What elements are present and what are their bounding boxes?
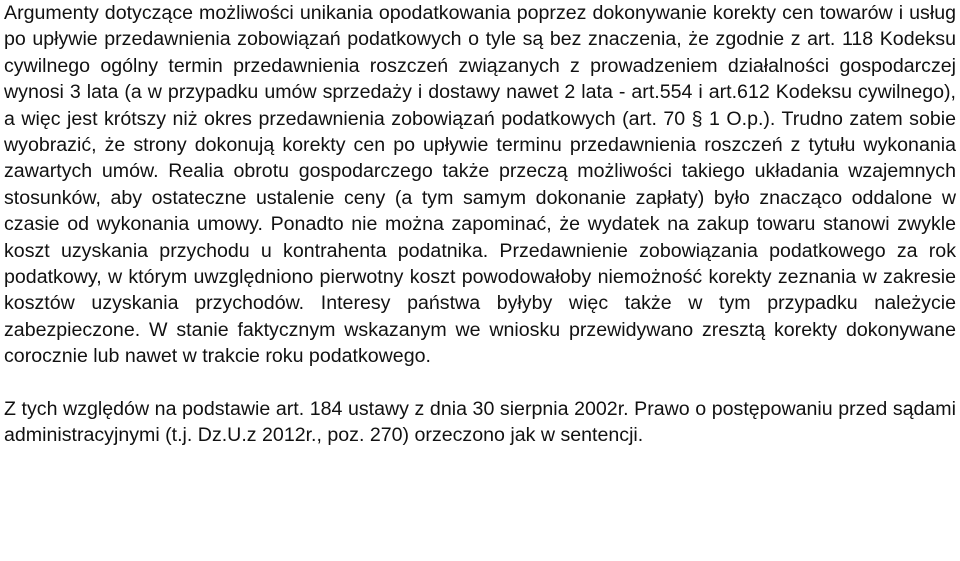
paragraph-conclusion: Z tych względów na podstawie art. 184 ustawy z dnia 30 sierpnia 2002r. Prawo o postępowaniu przed sądami administracyjnymi (t.j. Dz.U.z 2012r., poz. 270) orzeczono jak w sentencji. [4,398,956,447]
document-body [4,0,956,449]
paragraph-arguments: Argumenty dotyczące możliwości unikania opodatkowania poprzez dokonywanie korekty cen towarów i usług po upływie przedawnienia zobowiązań podatkowych o tyle są bez znaczenia, że zgodnie z art. 118 Kodeksu cywilnego ogólny termin przedawnienia roszczeń związanych z prowadzeniem działalności gospodarczej wynosi 3 lata (a w przypadku umów sprzedaży i dostawy nawet 2 lata - art.554 i art.612 Kodeksu cywilnego), a więc jest krótszy niż okres przedawnienia zobowiązań podatkowych (art. 70 § 1 O.p.). Trudno zatem sobie wyobrazić, że strony dokonują korekty cen po upływie terminu przedawnienia roszczeń z tytułu wykonania zawartych umów. Realia obrotu gospodarczego także przeczą możliwości takiego układania wzajemnych stosunków, aby ostateczne ustalenie ceny (a tym samym dokonanie zapłaty) było znacząco oddalone w czasie od wykonania umowy. Ponadto nie można zapominać, że wydatek na zakup towaru stanowi zwykle koszt uzyskania przychodu u kontrahenta podatnika. Przedawnienie zobowiązania podatkowego za rok podatkowy, w którym uwzględniono pierwotny koszt powodowałoby niemożność korekty zeznania w zakresie kosztów uzyskania przychodów. Interesy państwa byłyby więc także w tym przypadku należycie zabezpieczone. W stanie faktycznym wskazanym we wniosku przewidywano zresztą korekty dokonywane corocznie lub nawet w trakcie roku podatkowego. [4,2,956,368]
